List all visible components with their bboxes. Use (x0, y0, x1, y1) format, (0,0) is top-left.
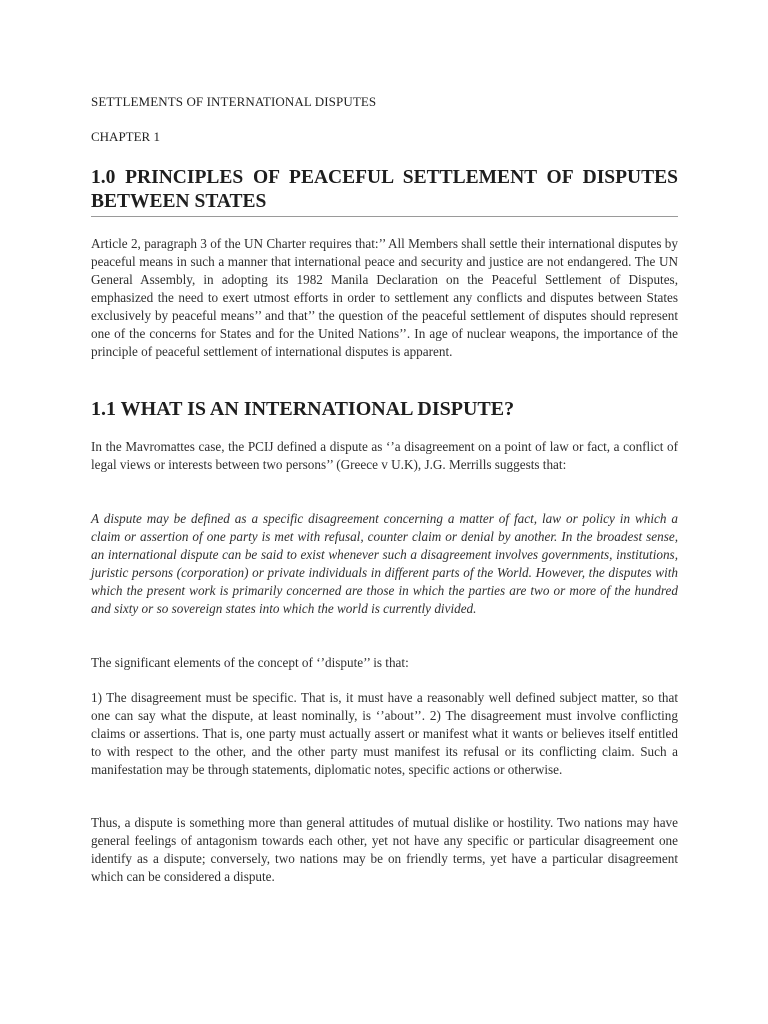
quote-merrills: A dispute may be defined as a specific disagreement concerning a matter of fact, law or policy in which a claim or assertion of one party is met with refusal, counter claim or denial by another. In the broadest sense, an international dispute can be said to exist whenever such a disagreement involves governments, institutions, juristic persons (corporation) or private individuals in different parts of the World. However, the disputes with which the present work is primarily concerned are those in which the parties are two or more of the hundred and sixty or so sovereign states into which the world is currently divided. (91, 511, 678, 616)
document-title: SETTLEMENTS OF INTERNATIONAL DISPUTES (91, 94, 377, 109)
paragraph-conclusion: Thus, a dispute is something more than general attitudes of mutual dislike or hostility. Two nations may have general feelings of antagonism towards each other, yet not have any specific or particular disagreement one identify as a dispute; conversely, two nations may be on friendly terms, yet have a particular disagreement which can be considered a dispute. (91, 815, 678, 884)
paragraph-un-charter: Article 2, paragraph 3 of the UN Charter requires that:’’ All Members shall settle their international disputes by peaceful means in such a manner that international peace and security and justice are not endangered. The UN General Assembly, in adopting its 1982 Manila Declaration on the Peaceful Settlement of Disputes, emphasized the need to exert utmost efforts in order to settlement any conflicts and disputes between States exclusively by peaceful means’’ and that’’ the question of the peaceful settlement of disputes should represent one of the concerns for States and for the United Nations’’. In age of nuclear weapons, the importance of the principle of peaceful settlement of international disputes is apparent. (91, 236, 678, 359)
section-heading-1-1: 1.1 WHAT IS AN INTERNATIONAL DISPUTE? (91, 398, 515, 420)
section-heading-1-0: 1.0 PRINCIPLES OF PEACEFUL SETTLEMENT OF DISPUTES BETWEEN STATES (91, 166, 678, 217)
chapter-label: CHAPTER 1 (91, 129, 160, 144)
paragraph-mavromattes: In the Mavromattes case, the PCIJ defined a dispute as ‘’a disagreement on a point of law or fact, a conflict of legal views or interests between two persons’’ (Greece v U.K), J.G. Merrills suggests that: (91, 439, 678, 472)
paragraph-elements-list: 1) The disagreement must be specific. That is, it must have a reasonably well defined subject matter, so that one can say what the dispute, at least nominally, is ‘’about’’. 2) The disagreement must involve conflicting claims or assertions. That is, one party must actually assert or manifest what it wants or believes itself entitled to with respect to the other, and the other party must manifest its refusal or its conflicting claim. Such a manifestation may be through statements, diplomatic notes, specific actions or otherwise. (91, 690, 678, 777)
paragraph-elements-intro: The significant elements of the concept of ‘’dispute’’ is that: (91, 655, 409, 670)
